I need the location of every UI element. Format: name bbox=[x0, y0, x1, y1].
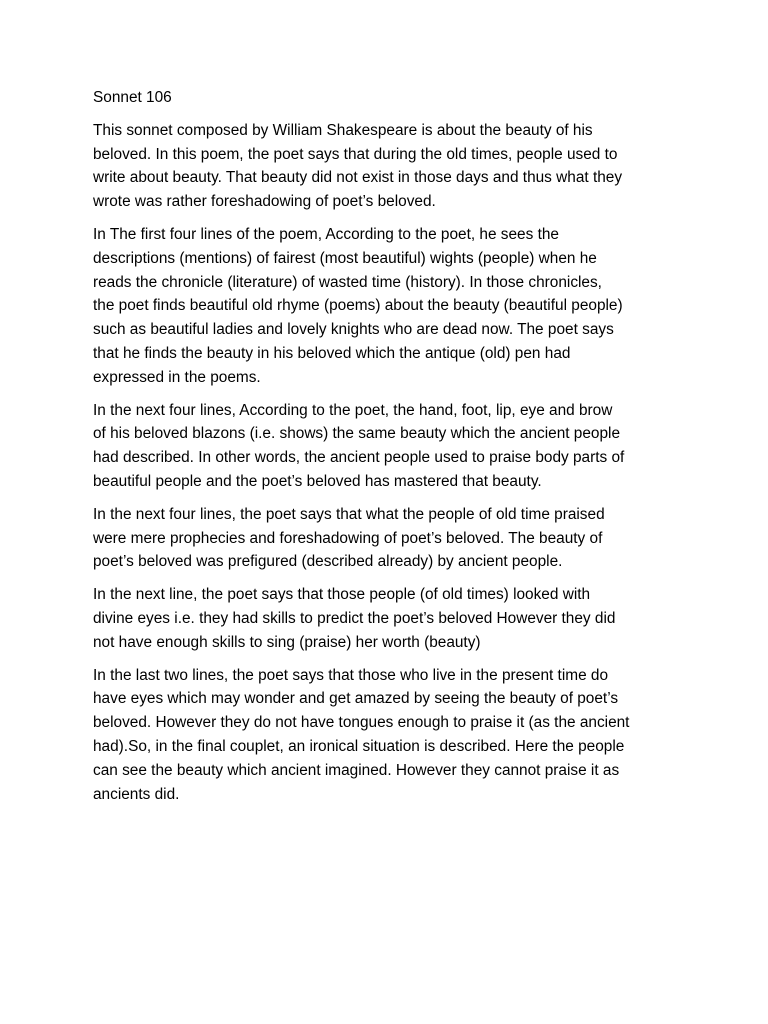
text-line: This sonnet composed by William Shakespeare is about the beauty of his bbox=[93, 121, 593, 139]
text-line: In the last two lines, the poet says that those who live in the present time do bbox=[93, 666, 609, 684]
document-page bbox=[93, 86, 683, 815]
text-line: beloved. However they do not have tongues enough to praise it (as the ancient bbox=[93, 714, 630, 732]
text-line: poet’s beloved was prefigured (described already) by ancient people. bbox=[93, 553, 563, 571]
text-line: beloved. In this poem, the poet says that during the old times, people used to bbox=[93, 145, 618, 163]
document-title: Sonnet 106 bbox=[93, 89, 172, 106]
text-line: ancients did. bbox=[93, 785, 180, 803]
text-line: such as beautiful ladies and lovely knights who are dead now. The poet says bbox=[93, 321, 614, 339]
paragraph-second-quatrain bbox=[93, 399, 683, 494]
paragraph-next-line bbox=[93, 583, 683, 654]
text-line: wrote was rather foreshadowing of poet’s beloved. bbox=[93, 193, 436, 211]
text-line: In the next four lines, the poet says that what the people of old time praised bbox=[93, 505, 605, 523]
text-line: expressed in the poems. bbox=[93, 368, 261, 386]
text-line: In the next four lines, According to the poet, the hand, foot, lip, eye and brow bbox=[93, 401, 613, 419]
paragraph-couplet bbox=[93, 664, 683, 807]
text-line: divine eyes i.e. they had skills to predict the poet’s beloved However they did bbox=[93, 609, 616, 627]
text-line: beautiful people and the poet’s beloved has mastered that beauty. bbox=[93, 472, 542, 490]
text-line: the poet finds beautiful old rhyme (poems) about the beauty (beautiful people) bbox=[93, 297, 623, 315]
text-line: write about beauty. That beauty did not exist in those days and thus what they bbox=[93, 169, 623, 187]
text-line: had).So, in the final couplet, an ironical situation is described. Here the people bbox=[93, 737, 625, 755]
text-line: can see the beauty which ancient imagined. However they cannot praise it as bbox=[93, 761, 620, 779]
text-line: that he finds the beauty in his beloved which the antique (old) pen had bbox=[93, 344, 571, 362]
paragraph-first-quatrain bbox=[93, 223, 683, 390]
text-line: had described. In other words, the ancient people used to praise body parts of bbox=[93, 449, 625, 467]
text-line: of his beloved blazons (i.e. shows) the same beauty which the ancient people bbox=[93, 425, 621, 443]
text-line: reads the chronicle (literature) of wasted time (history). In those chronicles, bbox=[93, 273, 602, 291]
paragraph-third-quatrain bbox=[93, 503, 683, 574]
text-line: In the next line, the poet says that those people (of old times) looked with bbox=[93, 586, 591, 604]
text-line: In The first four lines of the poem, According to the poet, he sees the bbox=[93, 225, 559, 243]
text-line: not have enough skills to sing (praise) her worth (beauty) bbox=[93, 633, 481, 651]
text-line: descriptions (mentions) of fairest (most beautiful) wights (people) when he bbox=[93, 249, 597, 267]
text-line: were mere prophecies and foreshadowing of poet’s beloved. The beauty of bbox=[93, 529, 603, 547]
paragraph-intro bbox=[93, 119, 683, 214]
text-line: have eyes which may wonder and get amazed by seeing the beauty of poet’s bbox=[93, 690, 619, 708]
